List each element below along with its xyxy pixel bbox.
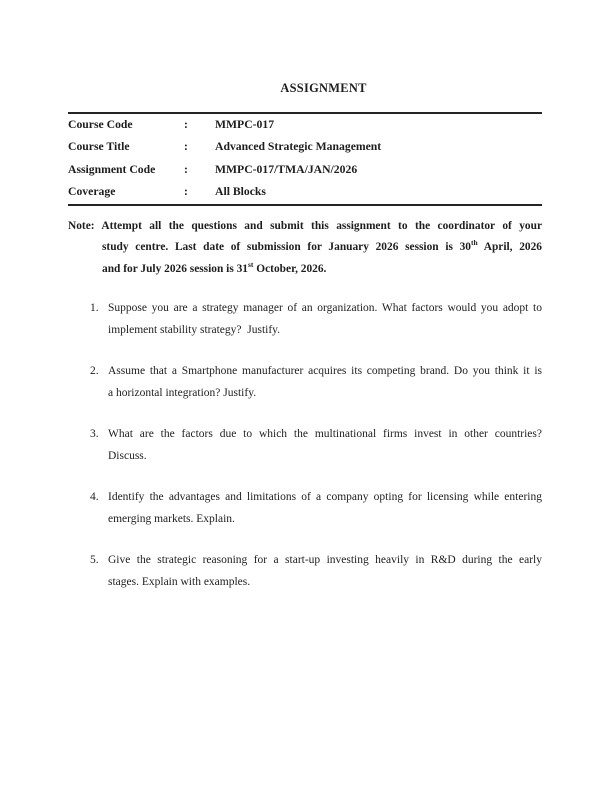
- table-row-coverage: [68, 181, 542, 203]
- question-text: Assume that a Smartphone manufacturer acquires its competing brand. Do you think it is a horizontal integration? Justify.: [108, 365, 542, 400]
- row-separator: :: [184, 162, 188, 176]
- note-text: study centre. Last date of submission for January 2026 session is 30: [102, 241, 471, 254]
- row-value: Advanced Strategic Management: [215, 140, 382, 154]
- question-number: 5.: [90, 554, 99, 567]
- question-number: 4.: [90, 491, 99, 504]
- question-text: Suppose you are a strategy manager of an organization. What factors would you adopt to implement stability strategy? Justify.: [108, 302, 542, 337]
- row-value: All Blocks: [215, 185, 266, 199]
- note-text: April, 2026: [477, 241, 542, 254]
- row-separator: :: [184, 140, 188, 154]
- row-separator: :: [184, 118, 188, 131]
- question-1: [90, 297, 542, 341]
- ordinal-superscript: th: [471, 238, 478, 248]
- row-separator: :: [184, 185, 188, 199]
- row-label: Assignment Code: [68, 162, 156, 176]
- note-text: and for July 2026 session is 31: [102, 262, 248, 275]
- note-label: Note:: [68, 219, 95, 232]
- row-label: Course Code: [68, 118, 133, 131]
- table-row-course-title: [68, 136, 542, 158]
- row-label: Coverage: [68, 185, 116, 199]
- table-bottom-rule: [68, 204, 542, 206]
- question-2: [90, 360, 542, 404]
- question-3: [90, 423, 542, 467]
- note-text: October, 2026.: [253, 262, 327, 275]
- question-number: 3.: [90, 428, 99, 441]
- table-row-assignment-code: [68, 159, 542, 181]
- question-text: Identify the advantages and limitations of a company opting for licensing while entering emerging markets. Explain.: [108, 491, 542, 526]
- question-4: [90, 486, 542, 530]
- note-section: [68, 216, 542, 281]
- note-line-3: [68, 259, 542, 281]
- row-value: MMPC-017/TMA/JAN/2026: [215, 162, 358, 176]
- row-value: MMPC-017: [215, 118, 275, 131]
- question-5: [90, 549, 542, 593]
- question-number: 2.: [90, 365, 99, 378]
- note-text: Attempt all the questions and submit this assignment to the coordinator of your: [101, 219, 543, 232]
- table-row-course-code: [68, 114, 542, 136]
- course-info-table: [68, 114, 542, 204]
- page-content: [68, 0, 542, 593]
- question-text: What are the factors due to which the multinational firms invest in other countries? Discuss.: [108, 428, 542, 463]
- question-number: 1.: [90, 302, 99, 315]
- ordinal-superscript: st: [248, 259, 254, 269]
- note-line-1: [68, 216, 542, 238]
- question-text: Give the strategic reasoning for a start-up investing heavily in R&D during the early stages. Explain with examples.: [108, 554, 542, 589]
- question-list: [68, 297, 542, 593]
- note-line-2: [68, 237, 542, 259]
- row-label: Course Title: [68, 140, 130, 154]
- page-title: ASSIGNMENT: [280, 81, 367, 95]
